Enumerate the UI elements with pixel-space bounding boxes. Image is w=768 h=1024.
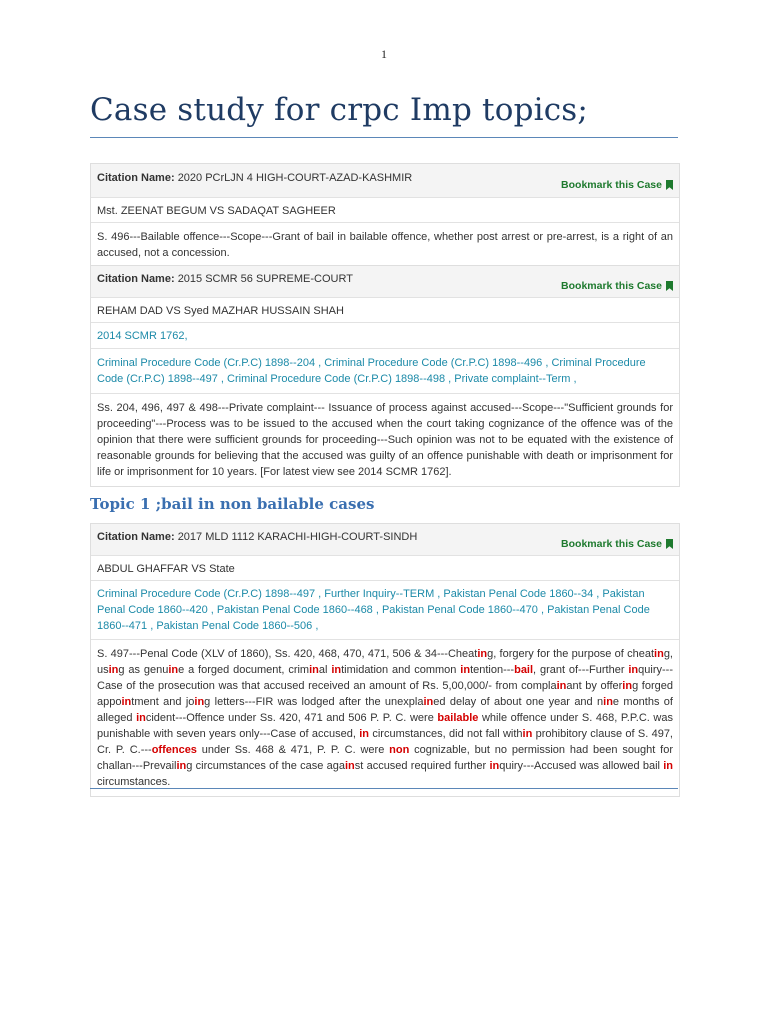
bookmark-label: Bookmark this Case [561,280,662,292]
summary-text: g letters---FIR was lodged after the unexpla [204,696,424,708]
citation-name: 2020 PCrLJN 4 HIGH-COURT-AZAD-KASHMIR [177,172,413,184]
bookmark-case-button[interactable] [561,278,673,294]
highlighted-term: in [522,728,533,740]
summary-text: tention--- [470,664,515,676]
topic-heading: Topic 1 ;bail in non bailable cases [90,495,375,513]
bookmark-case-button[interactable] [561,177,673,193]
summary-text: g as genu [118,664,169,676]
summary-text: quiry---Case of the prosecution was that accused received an amount of Rs. 5,00,000/- from compla [97,664,673,692]
highlighted-term: bailable [437,712,479,724]
case-statutes [91,580,679,639]
bookmark-icon [666,281,673,291]
highlighted-term: in [176,760,187,772]
highlighted-term: in [663,760,674,772]
highlighted-term: in [121,696,132,708]
case-parties [91,197,679,222]
parties-text: ABDUL GHAFFAR VS State [97,563,235,575]
summary-text: S. 497---Penal Code (XLV of 1860), Ss. 420, 468, 470, 471, 506 & 34---Cheat [97,648,478,660]
citation-name: 2015 SCMR 56 SUPREME-COURT [177,273,353,285]
highlighted-term: non [389,744,410,756]
summary-text: timidation and common [341,664,461,676]
citation-label: Citation Name: [97,172,175,184]
bottom-divider [90,788,678,789]
summary-text: prohibitory clause of S. 497, Cr. P. C.--- [97,728,673,756]
citation-label: Citation Name: [97,531,175,543]
summary-text: Ss. 204, 496, 497 & 498---Private complaint--- Issuance of process against accused---Scope---"Sufficient grounds for proceeding"---Process was to be issued to the accused when the court taking cognizance of the offence was of the opinion that there were sufficient grounds for proceeding---Such opinion was not to be equated with the existence of reasonable grounds for believing that the accused was guilty of an offence punishable with death or imprisonment for life or imprisonment for 10 years. [For latest view see 2014 SCMR 1762]. [97,402,673,478]
highlighted-term: in [309,664,319,676]
summary-text: st accused required further [354,760,490,772]
highlighted-term: bail [514,664,534,676]
case-card-3 [90,523,680,797]
statutes-links[interactable]: Criminal Procedure Code (Cr.P.C) 1898--497 , Further Inquiry--TERM , Pakistan Penal Code 1860--34 , Pakistan Penal Code 1860--420 , Pakistan Penal Code 1860--468 , Pakistan Penal Code 1860--470 , Pakistan Penal Code 1860--471 , Pakistan Penal Code 1860--506 , [97,588,650,632]
citation-row [91,524,679,555]
summary-text: under Ss. 468 & 471, P. P. C. were [196,744,390,756]
highlighted-term: in [108,664,119,676]
summary-text: g, forgery for the purpose of cheat [487,648,655,660]
case-summary [91,222,679,269]
summary-text: ed delay of about one year and n [433,696,604,708]
summary-text: e a forged document, crim [178,664,310,676]
case-summary [91,639,679,796]
document-title: Case study for crpc Imp topics; [90,92,589,128]
highlighted-term: in [344,760,355,772]
summary-text: e months of alleged [97,696,673,724]
highlighted-term: in [359,728,370,740]
case-parties [91,555,679,580]
bookmark-label: Bookmark this Case [561,179,662,191]
highlighted-term: in [331,664,342,676]
reference-link[interactable]: 2014 SCMR 1762, [97,330,188,342]
case-statutes [91,348,679,393]
citation-row [91,164,679,197]
summary-text: cident---Offence under Ss. 420, 471 and 506 P. P. C. were [145,712,438,724]
bookmark-icon [666,539,673,549]
case-reference [91,322,679,348]
highlighted-term: in [628,664,639,676]
summary-text: g circumstances of the case aga [186,760,345,772]
highlighted-term: in [477,648,488,660]
parties-text: REHAM DAD VS Syed MAZHAR HUSSAIN SHAH [97,305,344,317]
highlighted-term: offences [151,744,197,756]
citation-name: 2017 MLD 1112 KARACHI-HIGH-COURT-SINDH [177,531,418,543]
summary-text: while offence under S. 468, P.P.C. was punishable with seven years only---Case of accused, [97,712,673,740]
summary-text: cognizable, but no permission had been sought for challan---Prevail [97,744,674,772]
highlighted-term: in [423,696,434,708]
case-summary [91,393,679,486]
summary-text: g forged appo [97,680,673,708]
page-number: 1 [381,47,387,61]
summary-text: , grant of---Further [533,664,629,676]
bookmark-case-button[interactable] [561,536,673,552]
summary-text: S. 496---Bailable offence---Scope---Grant of bail in bailable offence, whether post arrest or pre-arrest, is a right of an accused, not a concession. [97,231,673,259]
highlighted-term: in [603,696,613,708]
summary-text: ant by offer [566,680,623,692]
case-parties [91,297,679,322]
bookmark-icon [666,180,673,190]
highlighted-term: in [489,760,500,772]
case-card-1 [90,163,680,270]
summary-text: al [318,664,332,676]
title-divider [90,137,678,138]
highlighted-term: in [136,712,146,724]
summary-text: quiry---Accused was allowed bail [499,760,664,772]
citation-row [91,266,679,297]
statutes-links[interactable]: Criminal Procedure Code (Cr.P.C) 1898--204 , Criminal Procedure Code (Cr.P.C) 1898--496 , Criminal Procedure Code (Cr.P.C) 1898--497 , Criminal Procedure Code (Cr.P.C) 1898--498 , Private complaint--Term , [97,357,646,385]
highlighted-term: in [654,648,664,660]
highlighted-term: in [168,664,179,676]
case-card-2 [90,265,680,487]
bookmark-label: Bookmark this Case [561,538,662,550]
citation-label: Citation Name: [97,273,175,285]
parties-text: Mst. ZEENAT BEGUM VS SADAQAT SAGHEER [97,205,336,217]
highlighted-term: in [194,696,205,708]
summary-text: circumstances, did not fall with [369,728,523,740]
summary-text: circumstances. [97,776,171,788]
highlighted-term: in [622,680,633,692]
summary-text: tment and jo [131,696,195,708]
highlighted-term: in [556,680,567,692]
summary-text: g, us [97,648,673,676]
highlighted-term: in [460,664,471,676]
